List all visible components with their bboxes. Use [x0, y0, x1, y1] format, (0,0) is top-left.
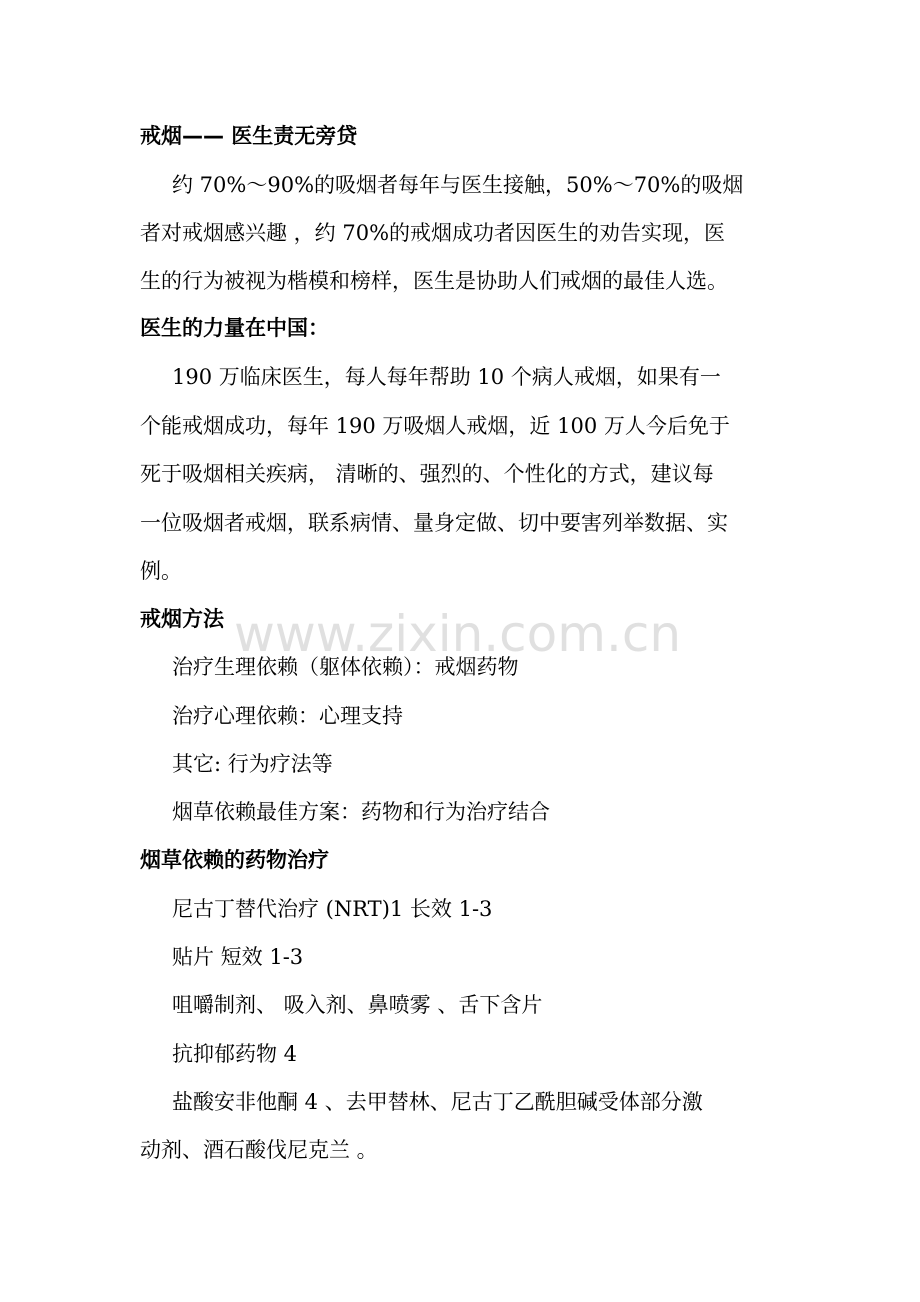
paragraph-line: 生的行为被视为楷模和榜样，医生是协助人们戒烟的最佳人选。: [140, 269, 728, 293]
list-item: 贴片 短效 1-3: [172, 945, 304, 969]
section-heading: 戒烟方法: [140, 607, 224, 631]
list-item: 烟草依赖最佳方案：药物和行为治疗结合: [172, 800, 550, 824]
paragraph-line: 190 万临床医生，每人每年帮助 10 个病人戒烟，如果有一: [172, 365, 721, 389]
paragraph-line: 约 70%～90%的吸烟者每年与医生接触，50%～70%的吸烟: [172, 173, 744, 197]
list-item: 尼古丁替代治疗 (NRT)1 长效 1-3: [172, 897, 493, 921]
paragraph-line: 一位吸烟者戒烟，联系病情、量身定做、切中要害列举数据、实: [140, 511, 728, 535]
list-item: 治疗心理依赖：心理支持: [172, 704, 403, 728]
list-item: 其它: 行为疗法等: [172, 752, 333, 776]
section-heading: 医生的力量在中国：: [140, 316, 329, 340]
list-item: 咀嚼制剂、 吸入剂、鼻喷雾 、舌下含片: [172, 993, 543, 1017]
paragraph-line: 者对戒烟感兴趣 ，约 70%的戒烟成功者因医生的劝告实现，医: [140, 221, 726, 245]
paragraph-line: 死于吸烟相关疾病， 清晰的、强烈的、个性化的方式，建议每: [140, 462, 714, 486]
list-item: 治疗生理依赖（躯体依赖）：戒烟药物: [172, 655, 519, 679]
section-heading: 烟草依赖的药物治疗: [140, 848, 329, 872]
paragraph-line: 例。: [140, 559, 182, 583]
paragraph-line: 个能戒烟成功，每年 190 万吸烟人戒烟，近 100 万人今后免于: [140, 414, 730, 438]
page-title: 戒烟—— 医生责无旁贷: [140, 124, 358, 148]
watermark: www.zixin.com.cn: [234, 605, 682, 663]
list-item: 盐酸安非他酮 4 、去甲替林、尼古丁乙酰胆碱受体部分激: [172, 1090, 703, 1114]
list-item: 抗抑郁药物 4: [172, 1042, 298, 1066]
paragraph-line: 动剂、酒石酸伐尼克兰 。: [140, 1138, 378, 1162]
